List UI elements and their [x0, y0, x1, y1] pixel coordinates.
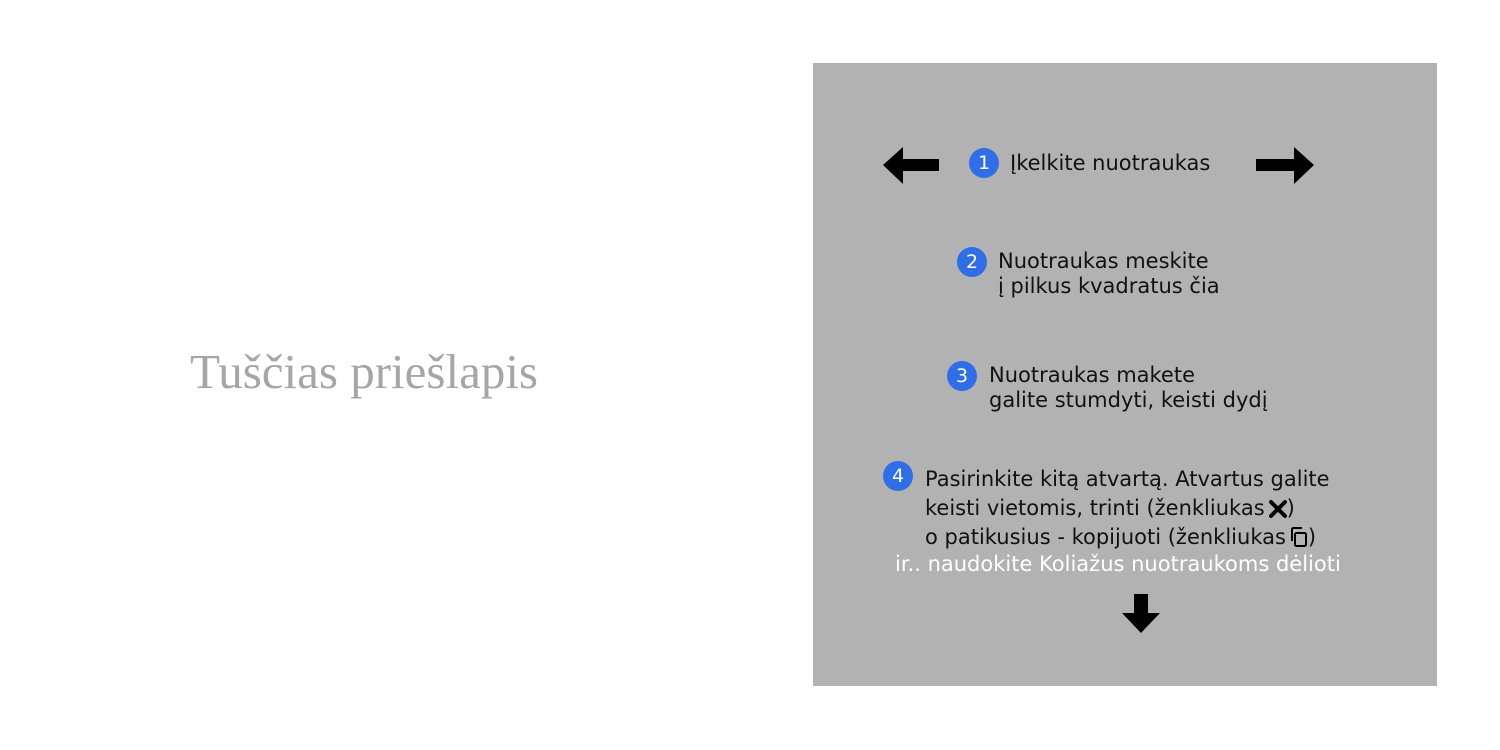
step-4-line-1: Pasirinkite kitą atvartą. Atvartus galite: [925, 467, 1330, 491]
step-3-line-1: Nuotraukas makete: [989, 363, 1196, 387]
step-4-badge: 4: [883, 461, 913, 491]
empty-draft-title: Tuščias priešlapis: [190, 344, 539, 399]
step-3-line-2: galite stumdyti, keisti dydį: [989, 388, 1268, 412]
step-4-line-3: o patikusius - kopijuoti (ženkliukas ): [925, 525, 1317, 549]
step-2-line-1: Nuotraukas meskite: [998, 249, 1209, 273]
step-2-line-2: į pilkus kvadratus čia: [998, 274, 1220, 298]
instruction-panel: [813, 63, 1437, 686]
step-4-line-4: ir.. naudokite Koliažus nuotraukoms dėlioti: [895, 552, 1341, 576]
copy-icon: [1290, 527, 1308, 547]
step-2-badge: 2: [957, 247, 987, 277]
step-4-text: [925, 465, 1330, 552]
step-2-text: [998, 249, 1220, 299]
arrow-down-icon[interactable]: [1121, 593, 1161, 635]
close-x-icon: [1269, 500, 1287, 518]
arrow-right-icon[interactable]: [1256, 147, 1316, 187]
step-1-text: Įkelkite nuotraukas: [1010, 151, 1211, 175]
step-4-line-2: keisti vietomis, trinti (ženkliukas ): [925, 496, 1295, 520]
step-3-badge: 3: [947, 361, 977, 391]
step-3-text: [989, 363, 1268, 413]
step-1-badge: 1: [969, 148, 999, 178]
arrow-left-icon[interactable]: [881, 147, 941, 187]
